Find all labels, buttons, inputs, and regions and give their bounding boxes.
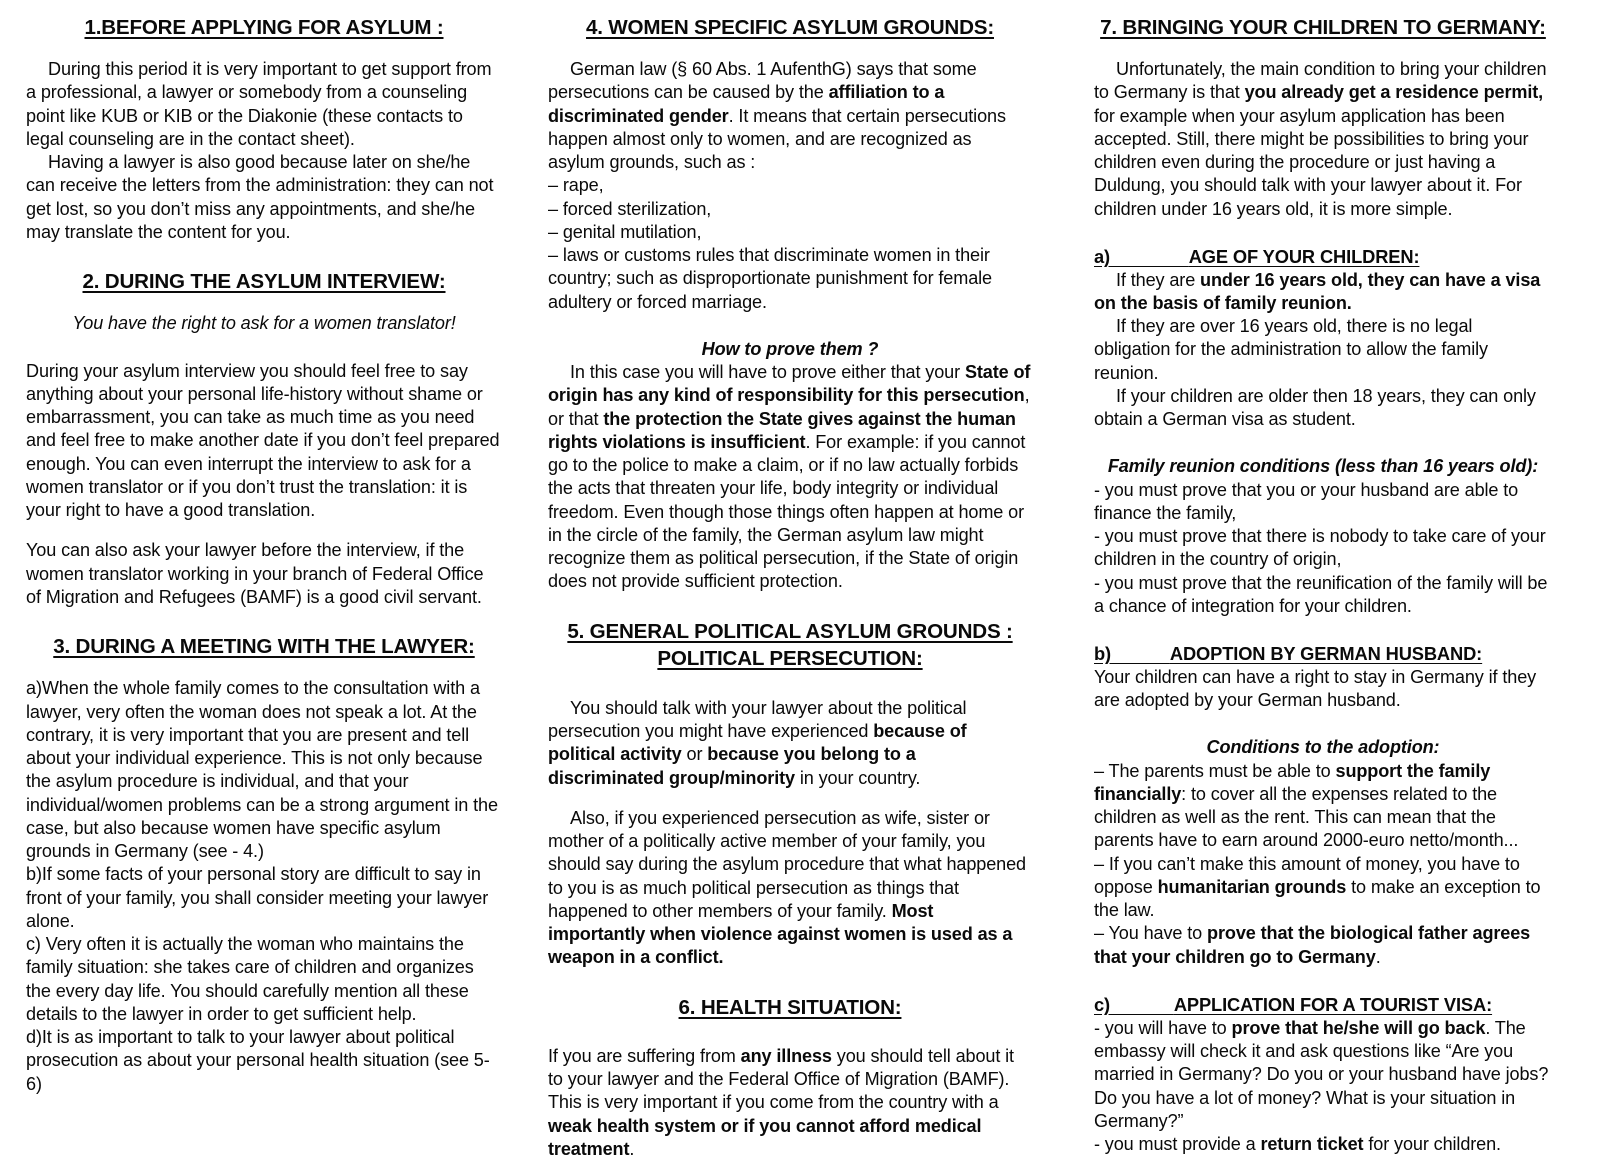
section-7b-title: ADOPTION BY GERMAN HUSBAND: [1169,643,1483,665]
spacer [548,314,1032,338]
text-run: – You have to [1094,923,1208,944]
text-run: If you are suffering from [548,1045,741,1066]
bold-run: support the family financially [1094,760,1491,804]
section-7c-letter: c) [1094,993,1111,1015]
section-4-bullet-3: – genital mutilation, [548,221,702,242]
section-3-item-a: a)When the whole family comes to the consultation with a lawyer, very often the woman does not speak a lot. At the contrary, it is very important that you are present and tell about your individual experience. This is not only because the asylum procedure is individual, and that your individual/women problems can be a strong argument in the case, but also because women have specific asylum grounds in Germany (see - 4.) [26,678,498,862]
section-3-heading: 3. DURING A MEETING WITH THE LAWYER: [53,635,475,659]
section-2-para-2: You can also ask your lawyer before the interview, if the women translator working in your branch of Federal Office of Migration and Refugees (BAMF) is a good civil servant. [26,540,484,607]
section-5-para-2 [548,807,1032,970]
spacer [1094,431,1552,455]
text-run: - you will have to [1094,1017,1232,1038]
text-run: Also, if you experienced persecution as wife, sister or mother of a politically active member of your family, you should say during the asylum procedure that what happened to you is as much political persecution as things that happened to other members of your family. [548,807,1026,921]
section-7a-para-2: If they are over 16 years old, there is no legal obligation for the administration to allow the family reunion. [1094,316,1488,383]
section-3-item-b: b)If some facts of your personal story are difficult to say in front of your family, you shall consider meeting your lawyer alone. [26,864,489,931]
bold-run: because you belong to a discriminated group/minority [548,744,916,788]
section-5-heading-line-2: POLITICAL PERSECUTION: [657,647,923,671]
text-run: You should talk with your lawyer about the political persecution you might have experienced [548,697,967,742]
bold-run: the protection the State gives against the human rights violations is insufficient [548,408,1016,452]
section-7a-para-3: If your children are older then 18 years, they can only obtain a German visa as student. [1094,385,1536,430]
bold-run: return ticket [1260,1134,1364,1155]
section-5-para-1 [548,697,1032,790]
text-run: . It means that certain persecutions happen almost only to women, and are recognized as asylum grounds, such as : [548,105,1006,173]
bold-run: humanitarian grounds [1157,876,1347,897]
section-2-para-1: During your asylum interview you should feel free to say anything about your personal life-history without shame or embarrassment, you can take as much time as you need and feel free to make another date if you don’t feel prepared enough. You can even interrupt the interview to ask for a women translator or if you don’t trust the translation: it is your right to have a good translation. [26,360,500,521]
section-7-heading: 7. BRINGING YOUR CHILDREN TO GERMANY: [1100,16,1546,39]
section-7b-letter: b) [1094,643,1112,665]
spacer [26,41,502,58]
text-run: in your country. [794,767,921,788]
section-4-para-2 [548,361,1032,594]
section-2-subheading: You have the right to ask for a women translator! [72,313,456,334]
text-run: , or that [548,385,1030,429]
adoption-bullet-1 [1094,760,1552,853]
text-run: to make an exception to the law. [1094,876,1541,921]
family-reunion-conditions-subheading: Family reunion conditions (less than 16 years old): [1107,456,1539,477]
section-1-para-2: Having a lawyer is also good because later on she/he can receive the letters from the administration: they can not get lost, so you don’t miss any appointments, and she/he may translate the content for you. [26,152,494,242]
section-7b-tab [1111,643,1170,664]
spacer [548,790,1032,807]
text-run: German law (§ 60 Abs. 1 AufenthG) says that some persecutions can be caused by the [548,59,977,103]
section-7c-heading [1094,993,1552,1017]
section-6-heading: 6. HEALTH SITUATION: [678,995,902,1019]
spacer [548,594,1032,618]
bold-run: prove that he/she will go back [1231,1017,1486,1038]
section-3-item-d: d)It is as important to talk to your lawyer about political prosecution as about your personal health situation (see 5-6) [26,1027,490,1094]
how-to-prove-subheading: How to prove them ? [701,338,879,359]
text-run: for your children. [1363,1134,1501,1155]
section-7c-bullet-1 [1094,1017,1552,1133]
section-2-heading: 2. DURING THE ASYLUM INTERVIEW: [82,270,446,294]
text-run: – The parents must be able to [1094,760,1336,781]
section-4-bullet-1: – rape, [548,175,604,196]
adoption-bullet-2 [1094,853,1552,923]
section-7-para-1 [1094,58,1552,221]
section-7c-tab [1110,994,1174,1015]
spacer [548,673,1032,697]
section-7b-para-1: Your children can have a right to stay in Germany if they are adopted by your German husband. [1094,666,1537,711]
spacer [26,295,502,312]
column-2 [530,14,1052,1161]
section-7a-title: AGE OF YOUR CHILDREN: [1188,245,1420,267]
spacer [1094,969,1552,993]
text-run: If they are [1116,269,1201,290]
text-run: . For example: if you cannot go to the police to make a claim, or if no law actually forbids the acts that threaten your life, body integrity or individual freedom. Even though those things often happen at home or in the circle of the family, the German asylum law might recognize them as political persecution, if the State of origin does not provide sufficient protection. [548,431,1026,592]
section-6-para-1 [548,1045,1032,1161]
text-run: - you must provide a [1094,1134,1261,1155]
adoption-conditions-subheading: Conditions to the adoption: [1206,737,1440,758]
bold-run: affiliation to a discriminated gender [548,82,945,126]
bold-run: under 16 years old, they can have a visa on the basis of family reunion. [1094,269,1541,313]
text-run: or [681,744,708,765]
text-run: : to cover all the expenses related to the children as well as the rent. This can mean that the parents have to earn around 2000-euro netto/month... [1094,783,1519,851]
section-4-bullet-2: – forced sterilization, [548,198,712,219]
text-run: – If you can’t make this amount of money, you have to oppose [1094,853,1520,897]
bold-run: any illness [740,1045,832,1066]
text-run: In this case you will have to prove either that your [570,362,965,383]
family-reunion-bullet-3: - you must prove that the reunification of the family will be a chance of integration for your children. [1094,572,1548,616]
spacer [1094,618,1552,642]
text-run: . [629,1138,635,1159]
section-7a-letter: a) [1094,245,1111,267]
section-4-bullet-4: – laws or customs rules that discriminate women in their country; such as disproportionate punishment for female adultery or forced marriage. [548,245,992,312]
section-7a-tab [1110,246,1189,267]
spacer [26,336,502,360]
column-3 [1052,14,1600,1156]
section-7c-bullet-2 [1094,1133,1552,1156]
text-run: Unfortunately, the main condition to bring your children to Germany is that [1094,59,1547,103]
bold-run: weak health system or if you cannot afford medical treatment [548,1115,982,1159]
section-1-heading: 1.BEFORE APPLYING FOR ASYLUM : [84,16,444,39]
bold-run: prove that the biological father agrees that your children go to Germany [1094,923,1531,967]
spacer [26,522,502,539]
spacer [26,244,502,268]
text-run: . [1375,946,1381,967]
bold-run: because of political activity [548,721,967,765]
bold-run: you already get a residence permit, [1244,82,1544,103]
section-1-para-1: During this period it is very important to get support from a professional, a lawyer or somebody from a counseling point like KUB or KIB or the Diakonie (these contacts to legal counseling are in the contact sheet). [26,59,492,149]
section-4-para-1 [548,58,1032,174]
spacer [26,660,502,677]
spacer [548,1021,1032,1045]
spacer [1094,712,1552,736]
text-run: you should tell about it to your lawyer and the Federal Office of Migration (BAMF). This is very important if you come from the country with a [548,1045,1014,1113]
spacer [548,970,1032,994]
column-1 [0,14,530,1096]
family-reunion-bullet-2: - you must prove that there is nobody to take care of your children in the country of origin, [1094,526,1546,570]
spacer [1094,41,1552,58]
section-7a-heading [1094,245,1552,269]
bold-run: Most importantly when violence against women is used as a weapon in a conflict. [548,900,1013,968]
section-4-heading: 4. WOMEN SPECIFIC ASYLUM GROUNDS: [586,16,994,39]
section-3-item-c: c) Very often it is actually the woman who maintains the family situation: she takes care of children and organizes the every day life. You should carefully mention all these details to the lawyer in order to get sufficient help. [26,934,474,1024]
spacer [1094,221,1552,245]
spacer [26,609,502,633]
text-run: . The embassy will check it and ask questions like “Are you married in Germany? Do you or your husband have jobs? Do you have a lot of money? What is your situation in Germany?” [1094,1017,1549,1131]
section-7a-para-1 [1094,269,1552,316]
bold-run: State of origin has any kind of responsibility for this persecution [548,362,1031,406]
section-5-heading-line-1: 5. GENERAL POLITICAL ASYLUM GROUNDS : [567,619,1013,643]
section-7c-title: APPLICATION FOR A TOURIST VISA: [1173,993,1493,1015]
adoption-bullet-3 [1094,922,1552,969]
text-run: for example when your asylum application has been accepted. Still, there might be possibilities to bring your children even during the procedure or just having a Duldung, you should talk with your lawyer about it. For children under 16 years old, it is more simple. [1094,105,1529,219]
family-reunion-bullet-1: - you must prove that you or your husband are able to finance the family, [1094,479,1519,523]
section-7b-heading [1094,642,1552,666]
spacer [548,41,1032,58]
